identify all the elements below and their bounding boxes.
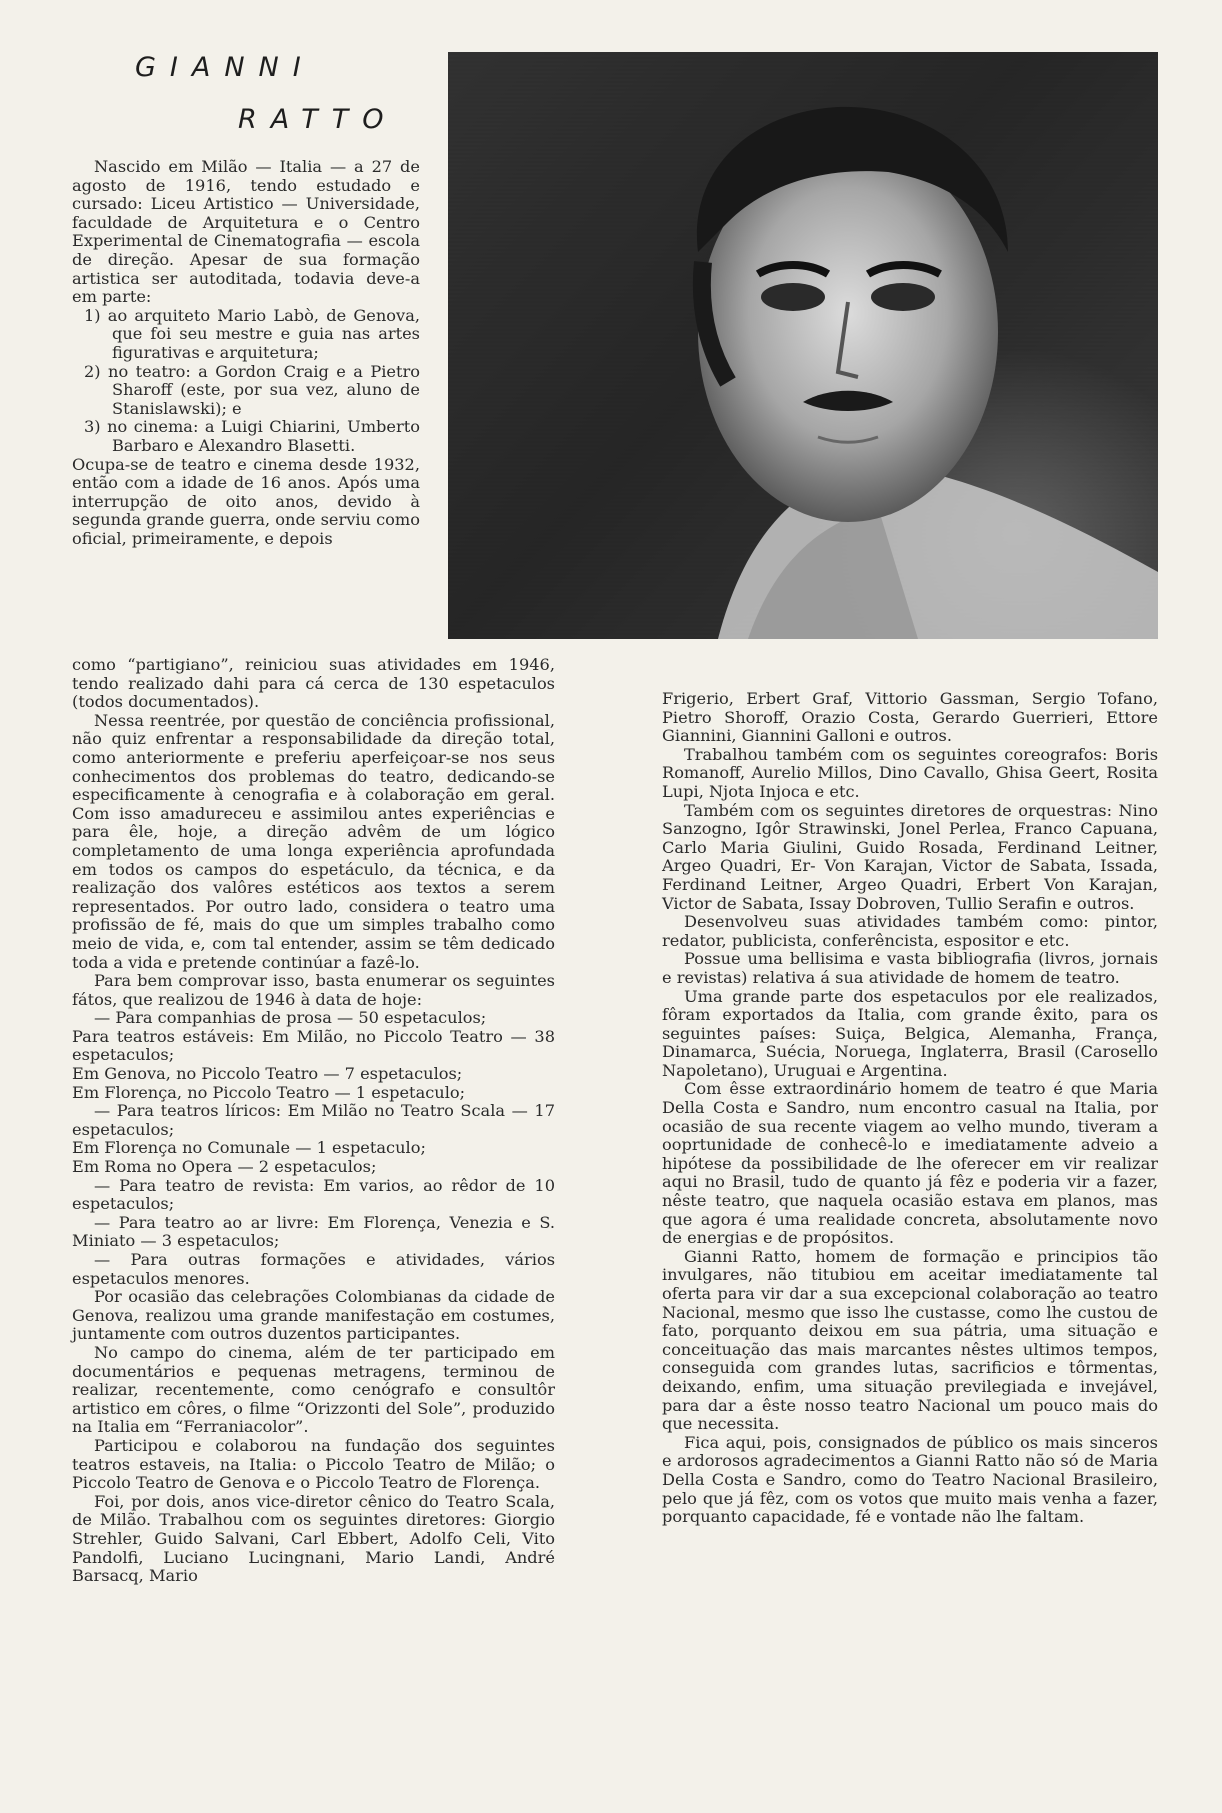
paragraph: Com êsse extraordinário homem de teatro é que Maria Della Costa e Sandro, num encontro casual na Italia, por ocasião de sua recente viagem ao velho mundo, tiveram a ooprtunidade de conhecê-lo e imediatamente adveio a hipótese da possibilidade de lhe oferecer em vir realizar aqui no Brasil, tudo de quanto já fêz e poderia vir a fazer, nêste teatro, que naquela ocasião estava em planos, mas que agora é uma realidade concreta, absolutamente novo de energias e de propósitos.	[662, 1079, 1158, 1248]
paragraph: Participou e colaborou na fundação dos seguintes teatros estaveis, na Italia: o Piccolo Teatro de Milão; o Piccolo Teatro de Genova e o Piccolo Teatro de Florença.	[72, 1435, 555, 1493]
intro-paragraph: Ocupa-se de teatro e cinema desde 1932, então com a idade de 16 anos. Após uma interrupção de oito anos, devido à segunda grande guerra, onde serviu como oficial, primeiramente, e depois	[72, 454, 420, 548]
list-item: Em Florença no Comunale — 1 espetaculo;	[72, 1138, 426, 1158]
intro-list-item-1: 1) ao arquiteto Mario Labò, de Genova, que foi seu mestre e guia nas artes figurativas e arquitetura;	[84, 305, 420, 362]
list-item: — Para teatro de revista: Em varios, ao rêdor de 10 espetaculos;	[72, 1175, 555, 1214]
intro-column	[72, 158, 420, 548]
paragraph: como “partigiano”, reiniciou suas atividades em 1946, tendo realizado dahi para cá cerca de 130 espetaculos (todos documentados).	[72, 655, 555, 712]
paragraph: Foi, por dois, anos vice-diretor cênico do Teatro Scala, de Milão. Trabalhou com os seguintes diretores: Giorgio Strehler, Guido Salvani, Carl Ebbert, Adolfo Celi, Vito Pandolfi, Luciano Lucingnani, Mario Landi, André Barsacq, Mario	[72, 1491, 555, 1586]
paragraph: Trabalhou também com os seguintes coreografos: Boris Romanoff, Aurelio Millos, Dino Cavallo, Ghisa Geert, Rosita Lupi, Njota Injoca e etc.	[662, 744, 1158, 801]
list-item: Em Florença, no Piccolo Teatro — 1 espetaculo;	[72, 1082, 466, 1102]
right-column	[662, 690, 1158, 1527]
paragraph: Gianni Ratto, homem de formação e principios tão invulgares, não titubiou em aceitar imediatamente tal oferta para vir dar a sua excepcional colaboração ao teatro Nacional, mesmo que isso lhe custasse, como lhe custou de fato, porquanto deixou em sua pátria, uma situação e conceituação das mais marcantes nêstes ultimos tempos, conseguida com grandes lutas, sacrificios e tôrmentas, deixando, enfim, uma situação previlegiada e invejável, para dar a êste nosso teatro Nacional um pouco mais do que necessita.	[662, 1246, 1158, 1434]
paragraph: No campo do cinema, além de ter participado em documentários e pequenas metragens, terminou de realizar, recentemente, como cenógrafo e consultôr artistico em côres, o filme “Orizzonti del Sole”, produzido na Italia em “Ferraniacolor”.	[72, 1342, 555, 1437]
title-first-name: GIANNI	[135, 52, 315, 83]
portrait-photo	[448, 52, 1158, 639]
list-item: — Para outras formações e atividades, vários espetaculos menores.	[72, 1250, 555, 1288]
list-item: Para teatros estáveis: Em Milão, no Piccolo Teatro — 38 espetaculos;	[72, 1026, 555, 1065]
list-item: — Para teatro ao ar livre: Em Florença, Venezia e S. Miniato — 3 espetaculos;	[72, 1212, 555, 1251]
list-item: Em Roma no Opera — 2 espetaculos;	[72, 1157, 377, 1177]
intro-paragraph: Nascido em Milão — Italia — a 27 de agosto de 1916, tendo estudado e cursado: Liceu Artistico — Universidade, faculdade de Arquitetura e o Centro Experimental de Cinematografia — escola de direção. Apesar de sua formação artistica ser autoditada, todavia deve-a em parte:	[72, 157, 420, 307]
list-item: Em Genova, no Piccolo Teatro — 7 espetaculos;	[72, 1064, 463, 1084]
title-last-name: RATTO	[238, 104, 398, 135]
paragraph: Para bem comprovar isso, basta enumerar os seguintes fátos, que realizou de 1946 à data de hoje:	[72, 971, 555, 1009]
paragraph: Possue uma bellisima e vasta bibliografia (livros, jornais e revistas) relativa á sua atividade de homem de teatro.	[662, 949, 1158, 987]
paragraph: Uma grande parte dos espetaculos por ele realizados, fôram exportados da Italia, com grande êxito, para os seguintes países: Suiça, Belgica, Alemanha, França, Dinamarca, Suécia, Noruega, Inglaterra, Brasil (Carosello Napoletano), Uruguai e Argentina.	[662, 986, 1158, 1080]
paragraph: Fica aqui, pois, consignados de público os mais sinceros e ardorosos agradecimentos a Gianni Ratto não só de Maria Della Costa e Sandro, como do Teatro Nacional Brasileiro, pelo que já fêz, com os votos que muito mais venha a fazer, porquanto capacidade, fé e vontade não lhe faltam.	[662, 1432, 1158, 1527]
intro-list-item-2: 2) no teatro: a Gordon Craig e a Pietro Sharoff (este, por sua vez, aluno de Stanislawski); e	[84, 361, 420, 418]
intro-list-item-3: 3) no cinema: a Luigi Chiarini, Umberto Barbaro e Alexandro Blasetti.	[84, 417, 420, 455]
paragraph: Por ocasião das celebrações Colombianas da cidade de Genova, realizou uma grande manifestação em costumes, juntamente com outros duzentos participantes.	[72, 1287, 555, 1344]
portrait-illustration	[448, 52, 1158, 639]
paragraph: Frigerio, Erbert Graf, Vittorio Gassman, Sergio Tofano, Pietro Shoroff, Orazio Costa, Gerardo Guerrieri, Ettore Giannini, Giannini Galloni e outros.	[662, 689, 1158, 746]
list-item: — Para teatros líricos: Em Milão no Teatro Scala — 17 espetaculos;	[72, 1101, 555, 1139]
paragraph: Também com os seguintes diretores de orquestras: Nino Sanzogno, Igôr Strawinski, Jonel Perlea, Franco Capuana, Carlo Maria Giulini, Guido Rosada, Ferdinand Leitner, Argeo Quadri, Er- Von Karajan, Victor de Sabata, Issada, Ferdinand Leitner, Argeo Quadri, Erbert Von Karajan, Victor de Sabata, Issay Dobroven, Tullio Serafin e outros.	[662, 800, 1158, 913]
paragraph: Nessa reentrée, por questão de conciência profissional, não quiz enfrentar a responsabilidade da direção total, como anteriormente e preferiu aperfeiçoar-se nos seus conhecimentos dos problemas do teatro, dedicando-se especificamente à cenografia e à colaboração em geral. Com isso amadureceu e assimilou antes experiências e para êle, hoje, a direção advêm de um lógico completamento de uma longa experiência aprofundada em todos os campos do espetáculo, da técnica, e da realização dos valôres estéticos aos textos a serem representados. Por outro lado, considera o teatro uma profissão de fé, mais do que um simples trabalho como meio de vida, e, com tal entender, assim se têm dedicado toda a vida e pretende continúar a fazê-lo.	[72, 710, 555, 972]
left-column	[72, 656, 555, 1586]
list-item: — Para companhias de prosa — 50 espetaculos;	[94, 1008, 487, 1028]
paragraph: Desenvolveu suas atividades também como: pintor, redator, publicista, conferêncista, espositor e etc.	[662, 912, 1158, 950]
